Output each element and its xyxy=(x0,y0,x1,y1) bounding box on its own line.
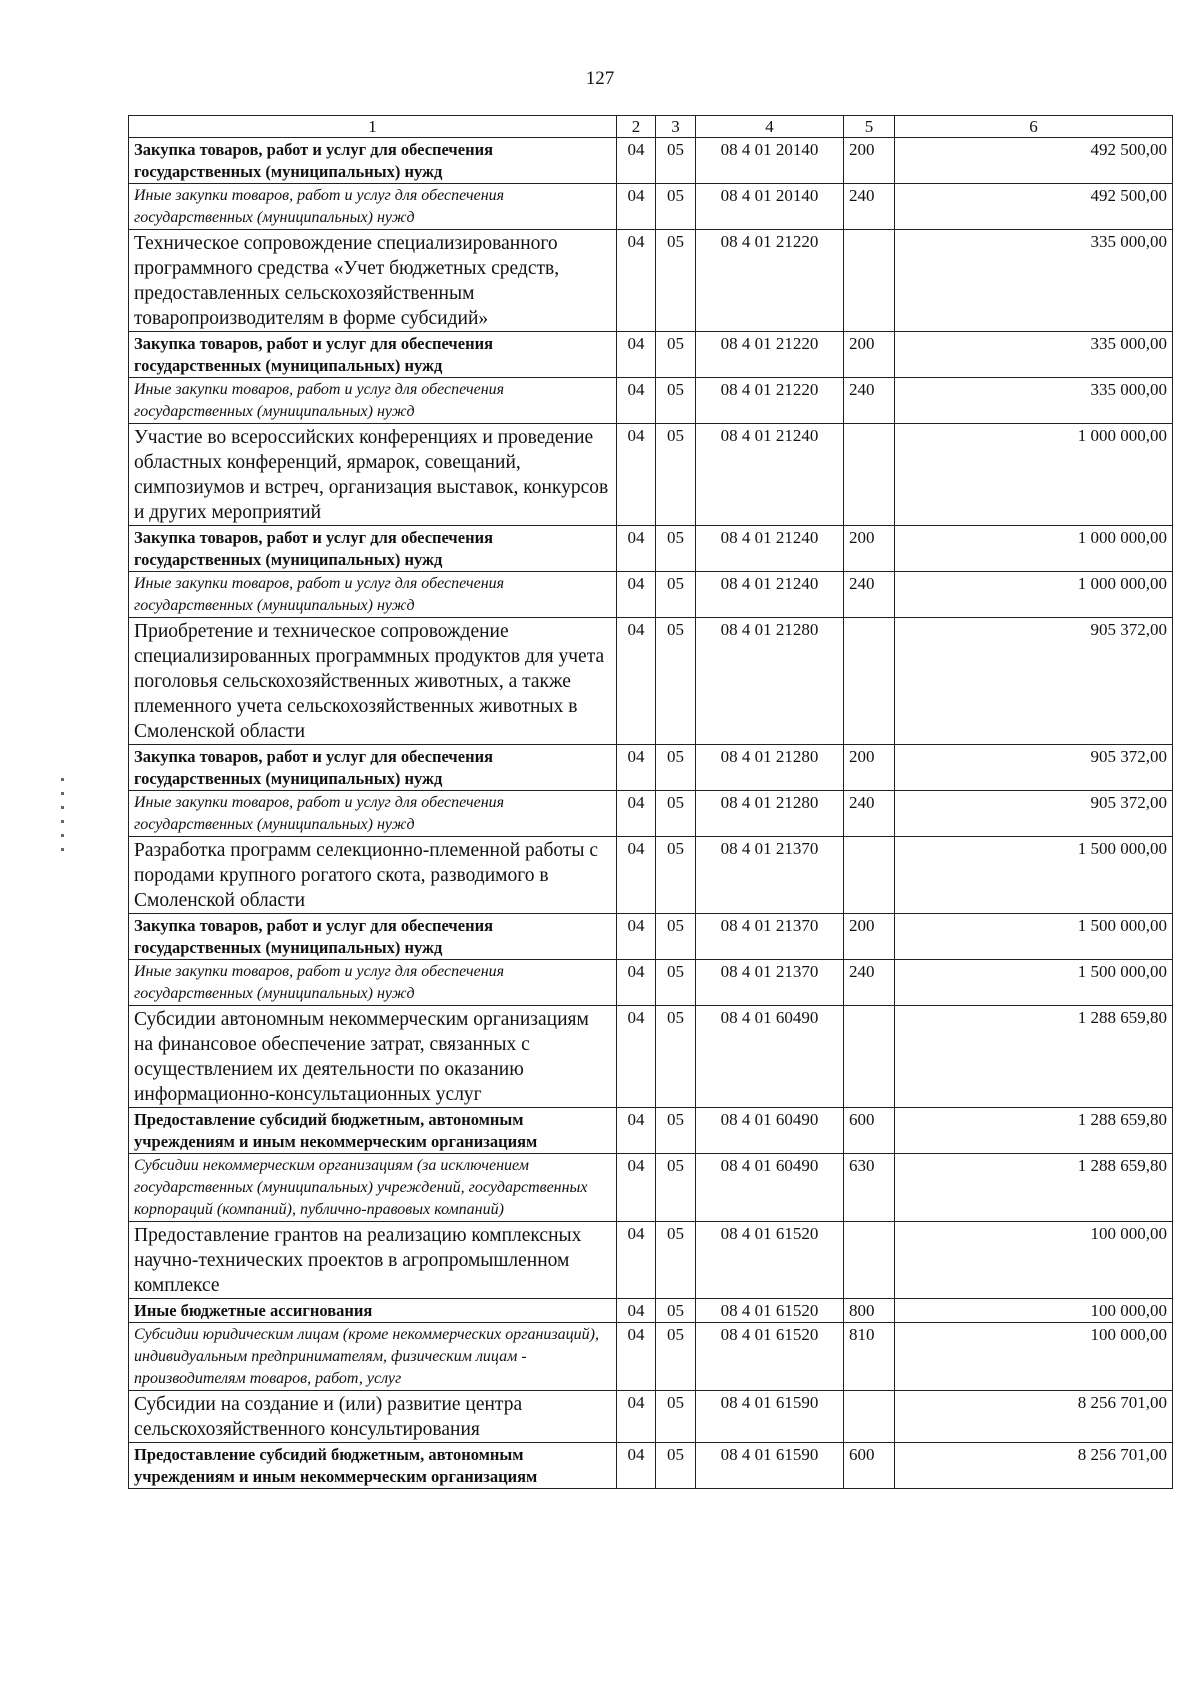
cell-amount: 335 000,00 xyxy=(895,378,1173,424)
cell-name: Субсидии на создание и (или) развитие центра сельскохозяйственного консультирования xyxy=(129,1391,617,1443)
cell-section: 04 xyxy=(617,526,656,572)
table-row xyxy=(129,184,1173,230)
table-header-row xyxy=(129,116,1173,138)
cell-target-code: 08 4 01 61520 xyxy=(696,1222,844,1299)
cell-name: Техническое сопровождение специализированного программного средства «Учет бюджетных средств, предоставленных сельскохозяйственным товаропроизводителям в форме субсидий» xyxy=(129,230,617,332)
header-col-3: 3 xyxy=(656,116,696,138)
cell-amount: 1 500 000,00 xyxy=(895,837,1173,914)
cell-expense-type: 240 xyxy=(844,791,895,837)
cell-section: 04 xyxy=(617,745,656,791)
table-row xyxy=(129,837,1173,914)
cell-target-code: 08 4 01 61590 xyxy=(696,1391,844,1443)
cell-amount: 1 288 659,80 xyxy=(895,1006,1173,1108)
page-number: 127 xyxy=(585,68,615,89)
table-body xyxy=(129,138,1173,1489)
header-col-6: 6 xyxy=(895,116,1173,138)
cell-section: 04 xyxy=(617,332,656,378)
cell-target-code: 08 4 01 21370 xyxy=(696,837,844,914)
cell-expense-type: 200 xyxy=(844,332,895,378)
cell-expense-type: 600 xyxy=(844,1443,895,1489)
cell-target-code: 08 4 01 21370 xyxy=(696,914,844,960)
cell-subsection: 05 xyxy=(656,572,696,618)
cell-name: Разработка программ селекционно-племенной работы с породами крупного рогатого скота, разводимого в Смоленской области xyxy=(129,837,617,914)
cell-subsection: 05 xyxy=(656,1391,696,1443)
table-row xyxy=(129,745,1173,791)
cell-expense-type: 600 xyxy=(844,1108,895,1154)
cell-expense-type: 240 xyxy=(844,378,895,424)
cell-target-code: 08 4 01 21280 xyxy=(696,618,844,745)
cell-target-code: 08 4 01 21220 xyxy=(696,378,844,424)
cell-target-code: 08 4 01 61520 xyxy=(696,1323,844,1391)
cell-expense-type xyxy=(844,1222,895,1299)
table-row xyxy=(129,1006,1173,1108)
cell-amount: 8 256 701,00 xyxy=(895,1391,1173,1443)
cell-expense-type xyxy=(844,1391,895,1443)
cell-section: 04 xyxy=(617,378,656,424)
cell-expense-type xyxy=(844,1006,895,1108)
cell-subsection: 05 xyxy=(656,1154,696,1222)
cell-amount: 492 500,00 xyxy=(895,184,1173,230)
cell-subsection: 05 xyxy=(656,1299,696,1323)
table-row xyxy=(129,230,1173,332)
cell-section: 04 xyxy=(617,1222,656,1299)
cell-name: Приобретение и техническое сопровождение специализированных программных продуктов для учета поголовья сельскохозяйственных животных, а также племенного учета сельскохозяйственных животных в Смоленской области xyxy=(129,618,617,745)
cell-subsection: 05 xyxy=(656,526,696,572)
cell-amount: 100 000,00 xyxy=(895,1222,1173,1299)
table-row xyxy=(129,138,1173,184)
cell-subsection: 05 xyxy=(656,837,696,914)
budget-table xyxy=(128,115,1173,1489)
cell-section: 04 xyxy=(617,914,656,960)
cell-expense-type: 200 xyxy=(844,138,895,184)
cell-name: Иные закупки товаров, работ и услуг для обеспечения государственных (муниципальных) нужд xyxy=(129,572,617,618)
table-row xyxy=(129,1323,1173,1391)
cell-amount: 1 288 659,80 xyxy=(895,1154,1173,1222)
cell-expense-type xyxy=(844,837,895,914)
cell-amount: 1 500 000,00 xyxy=(895,960,1173,1006)
table-row xyxy=(129,1391,1173,1443)
cell-expense-type xyxy=(844,424,895,526)
cell-section: 04 xyxy=(617,1443,656,1489)
table-row xyxy=(129,424,1173,526)
table-row xyxy=(129,572,1173,618)
cell-name: Иные закупки товаров, работ и услуг для обеспечения государственных (муниципальных) нужд xyxy=(129,184,617,230)
cell-expense-type: 240 xyxy=(844,960,895,1006)
scan-margin-marks xyxy=(58,778,68,862)
table-row xyxy=(129,1299,1173,1323)
cell-section: 04 xyxy=(617,1108,656,1154)
cell-amount: 905 372,00 xyxy=(895,791,1173,837)
cell-amount: 905 372,00 xyxy=(895,618,1173,745)
cell-amount: 8 256 701,00 xyxy=(895,1443,1173,1489)
cell-amount: 335 000,00 xyxy=(895,332,1173,378)
cell-name: Закупка товаров, работ и услуг для обеспечения государственных (муниципальных) нужд xyxy=(129,914,617,960)
cell-name: Иные закупки товаров, работ и услуг для обеспечения государственных (муниципальных) нужд xyxy=(129,791,617,837)
cell-expense-type xyxy=(844,230,895,332)
cell-name: Закупка товаров, работ и услуг для обеспечения государственных (муниципальных) нужд xyxy=(129,745,617,791)
cell-target-code: 08 4 01 61590 xyxy=(696,1443,844,1489)
cell-subsection: 05 xyxy=(656,138,696,184)
cell-amount: 1 500 000,00 xyxy=(895,914,1173,960)
table-row xyxy=(129,526,1173,572)
cell-section: 04 xyxy=(617,791,656,837)
cell-name: Предоставление грантов на реализацию комплексных научно-технических проектов в агропромышленном комплексе xyxy=(129,1222,617,1299)
cell-amount: 100 000,00 xyxy=(895,1299,1173,1323)
cell-subsection: 05 xyxy=(656,378,696,424)
cell-target-code: 08 4 01 21220 xyxy=(696,230,844,332)
table-row xyxy=(129,791,1173,837)
cell-amount: 1 000 000,00 xyxy=(895,526,1173,572)
cell-target-code: 08 4 01 21370 xyxy=(696,960,844,1006)
cell-subsection: 05 xyxy=(656,1443,696,1489)
cell-name: Предоставление субсидий бюджетным, автономным учреждениям и иным некоммерческим организациям xyxy=(129,1108,617,1154)
cell-section: 04 xyxy=(617,618,656,745)
cell-amount: 1 000 000,00 xyxy=(895,572,1173,618)
cell-expense-type: 800 xyxy=(844,1299,895,1323)
cell-subsection: 05 xyxy=(656,960,696,1006)
cell-section: 04 xyxy=(617,230,656,332)
cell-expense-type xyxy=(844,618,895,745)
cell-section: 04 xyxy=(617,1006,656,1108)
cell-name: Иные закупки товаров, работ и услуг для обеспечения государственных (муниципальных) нужд xyxy=(129,378,617,424)
cell-subsection: 05 xyxy=(656,1108,696,1154)
cell-expense-type: 240 xyxy=(844,184,895,230)
cell-target-code: 08 4 01 20140 xyxy=(696,184,844,230)
cell-amount: 1 288 659,80 xyxy=(895,1108,1173,1154)
cell-target-code: 08 4 01 21280 xyxy=(696,791,844,837)
cell-expense-type: 200 xyxy=(844,745,895,791)
cell-subsection: 05 xyxy=(656,230,696,332)
cell-target-code: 08 4 01 60490 xyxy=(696,1154,844,1222)
cell-subsection: 05 xyxy=(656,1323,696,1391)
cell-amount: 492 500,00 xyxy=(895,138,1173,184)
cell-subsection: 05 xyxy=(656,332,696,378)
cell-target-code: 08 4 01 21220 xyxy=(696,332,844,378)
cell-expense-type: 810 xyxy=(844,1323,895,1391)
cell-subsection: 05 xyxy=(656,1222,696,1299)
cell-target-code: 08 4 01 21240 xyxy=(696,424,844,526)
cell-section: 04 xyxy=(617,424,656,526)
cell-section: 04 xyxy=(617,960,656,1006)
cell-name: Закупка товаров, работ и услуг для обеспечения государственных (муниципальных) нужд xyxy=(129,332,617,378)
cell-name: Субсидии автономным некоммерческим организациям на финансовое обеспечение затрат, связанных с осуществлением их деятельности по оказанию информационно-консультационных услуг xyxy=(129,1006,617,1108)
table-row xyxy=(129,1222,1173,1299)
cell-section: 04 xyxy=(617,572,656,618)
cell-target-code: 08 4 01 60490 xyxy=(696,1108,844,1154)
cell-target-code: 08 4 01 21240 xyxy=(696,572,844,618)
header-col-4: 4 xyxy=(696,116,844,138)
table-row xyxy=(129,914,1173,960)
cell-section: 04 xyxy=(617,1391,656,1443)
cell-subsection: 05 xyxy=(656,914,696,960)
table-row xyxy=(129,618,1173,745)
cell-amount: 1 000 000,00 xyxy=(895,424,1173,526)
cell-name: Участие во всероссийских конференциях и проведение областных конференций, ярмарок, совещаний, симпозиумов и встреч, организация выставок, конкурсов и других мероприятий xyxy=(129,424,617,526)
cell-subsection: 05 xyxy=(656,618,696,745)
cell-target-code: 08 4 01 21280 xyxy=(696,745,844,791)
table-row xyxy=(129,378,1173,424)
cell-section: 04 xyxy=(617,837,656,914)
table-row xyxy=(129,1108,1173,1154)
cell-section: 04 xyxy=(617,1299,656,1323)
cell-section: 04 xyxy=(617,1154,656,1222)
cell-target-code: 08 4 01 21240 xyxy=(696,526,844,572)
cell-amount: 335 000,00 xyxy=(895,230,1173,332)
cell-subsection: 05 xyxy=(656,424,696,526)
cell-name: Иные бюджетные ассигнования xyxy=(129,1299,617,1323)
cell-section: 04 xyxy=(617,184,656,230)
cell-amount: 100 000,00 xyxy=(895,1323,1173,1391)
cell-expense-type: 630 xyxy=(844,1154,895,1222)
table-row xyxy=(129,1443,1173,1489)
cell-name: Предоставление субсидий бюджетным, автономным учреждениям и иным некоммерческим организациям xyxy=(129,1443,617,1489)
cell-subsection: 05 xyxy=(656,791,696,837)
table-row xyxy=(129,960,1173,1006)
header-col-1: 1 xyxy=(129,116,617,138)
cell-amount: 905 372,00 xyxy=(895,745,1173,791)
cell-target-code: 08 4 01 60490 xyxy=(696,1006,844,1108)
header-col-5: 5 xyxy=(844,116,895,138)
cell-target-code: 08 4 01 61520 xyxy=(696,1299,844,1323)
header-col-2: 2 xyxy=(617,116,656,138)
table-row xyxy=(129,332,1173,378)
cell-subsection: 05 xyxy=(656,184,696,230)
cell-expense-type: 200 xyxy=(844,914,895,960)
cell-subsection: 05 xyxy=(656,745,696,791)
cell-subsection: 05 xyxy=(656,1006,696,1108)
cell-name: Субсидии некоммерческим организациям (за исключением государственных (муниципальных) учреждений, государственных корпораций (компаний), публично-правовых компаний) xyxy=(129,1154,617,1222)
cell-expense-type: 240 xyxy=(844,572,895,618)
cell-name: Иные закупки товаров, работ и услуг для обеспечения государственных (муниципальных) нужд xyxy=(129,960,617,1006)
cell-section: 04 xyxy=(617,1323,656,1391)
cell-name: Закупка товаров, работ и услуг для обеспечения государственных (муниципальных) нужд xyxy=(129,526,617,572)
cell-expense-type: 200 xyxy=(844,526,895,572)
cell-section: 04 xyxy=(617,138,656,184)
table-row xyxy=(129,1154,1173,1222)
cell-name: Субсидии юридическим лицам (кроме некоммерческих организаций), индивидуальным предпринимателям, физическим лицам - производителям товаров, работ, услуг xyxy=(129,1323,617,1391)
cell-name: Закупка товаров, работ и услуг для обеспечения государственных (муниципальных) нужд xyxy=(129,138,617,184)
cell-target-code: 08 4 01 20140 xyxy=(696,138,844,184)
